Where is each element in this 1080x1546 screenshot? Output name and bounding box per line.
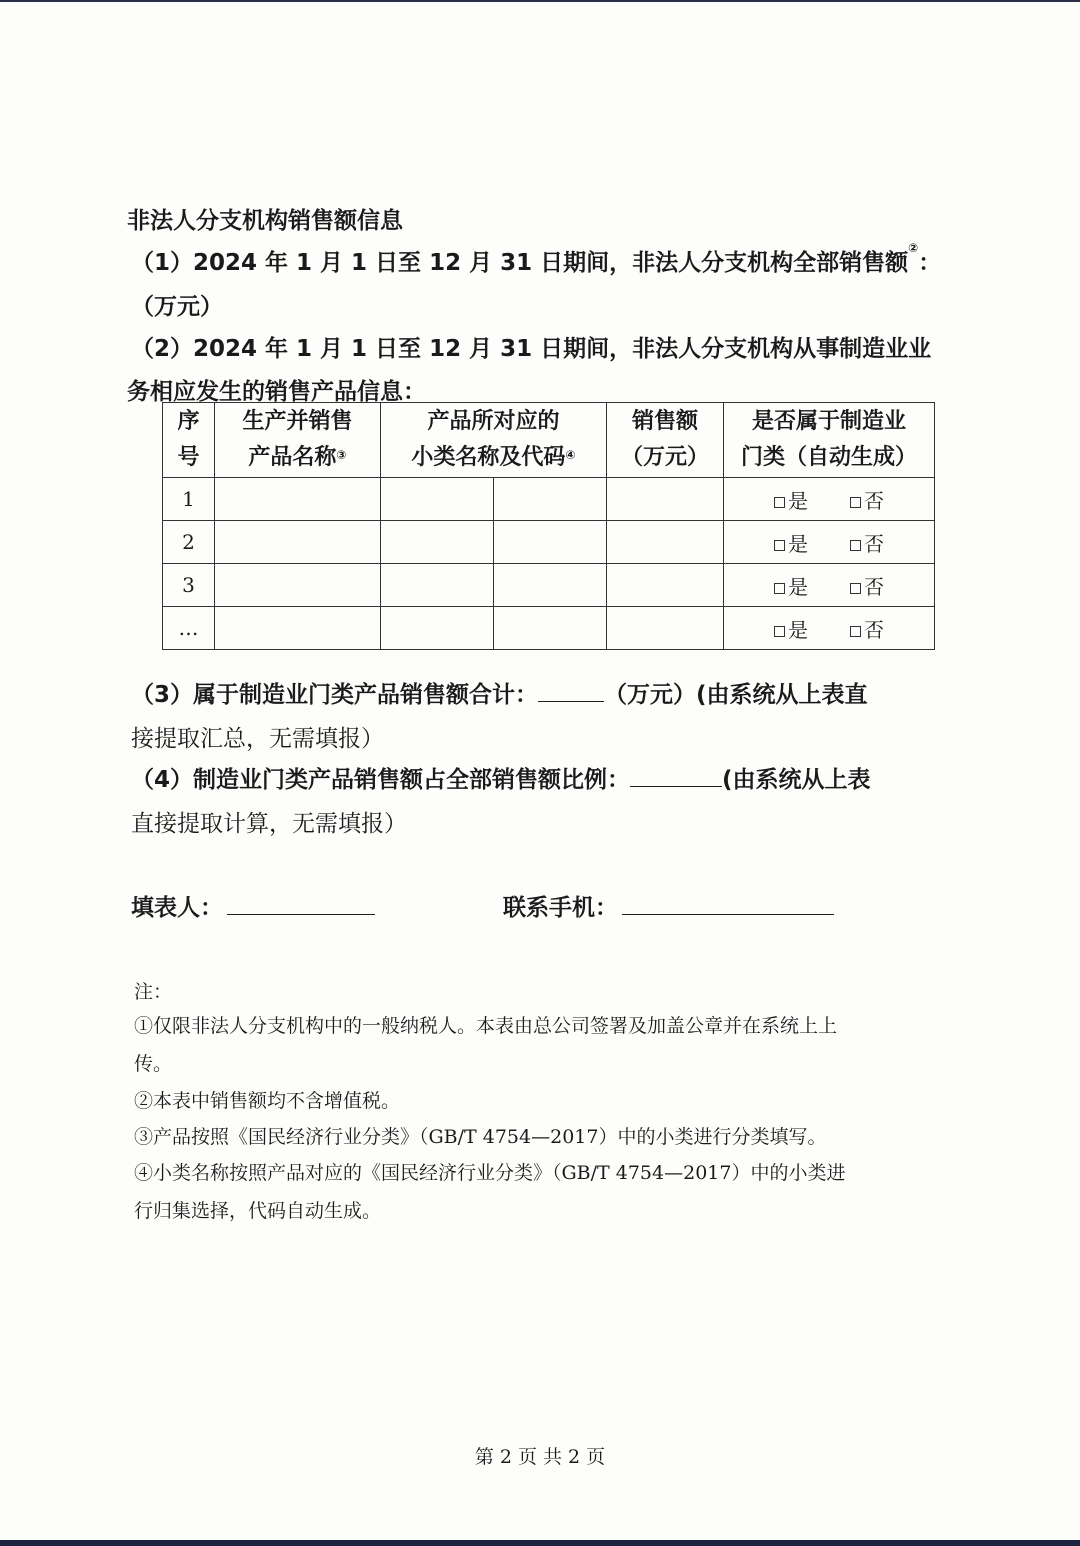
- no-option[interactable]: 否: [850, 571, 884, 600]
- item1-line: [131, 241, 942, 277]
- scan-edge-bottom: [0, 1540, 1080, 1546]
- sales-amount-cell[interactable]: [607, 521, 724, 564]
- product-name-cell[interactable]: [215, 478, 381, 521]
- checkbox-icon[interactable]: [774, 626, 785, 637]
- note-1-line2: 传。: [134, 1053, 173, 1075]
- table-row: [163, 564, 935, 607]
- yes-option[interactable]: 是: [774, 528, 808, 557]
- item4-ratio-blank: [630, 768, 722, 787]
- product-name-cell[interactable]: [215, 607, 381, 650]
- manufacturing-choice-cell: [724, 478, 935, 521]
- sales-product-table: [162, 402, 935, 650]
- row-seq: 3: [163, 564, 215, 607]
- yes-option[interactable]: 是: [774, 485, 808, 514]
- category-code-cell[interactable]: [494, 564, 607, 607]
- category-name-cell[interactable]: [381, 564, 494, 607]
- item1-unit: （万元）: [131, 294, 223, 320]
- product-name-cell[interactable]: [215, 564, 381, 607]
- category-name-cell[interactable]: [381, 521, 494, 564]
- row-seq: 2: [163, 521, 215, 564]
- sales-amount-cell[interactable]: [607, 564, 724, 607]
- category-name-cell[interactable]: [381, 478, 494, 521]
- notes-title: 注：: [134, 981, 173, 1003]
- page-number: 第 2 页 共 2 页: [474, 1446, 606, 1468]
- category-name-cell[interactable]: [381, 607, 494, 650]
- item4-prefix: （4）制造业门类产品销售额占全部销售额比例：: [131, 767, 631, 793]
- checkbox-icon[interactable]: [774, 497, 785, 508]
- note-2: ②本表中销售额均不含增值税。: [134, 1090, 401, 1112]
- checkbox-icon[interactable]: [850, 540, 861, 551]
- manufacturing-choice-cell: [724, 521, 935, 564]
- phone-label: 联系手机：: [503, 895, 618, 921]
- row-seq: …: [163, 607, 215, 650]
- header-is-manufacturing: 是否属于制造业 门类（自动生成）: [724, 403, 935, 478]
- item2-line1: （2）2024 年 1 月 1 日至 12 月 31 日期间，非法人分支机构从事制造业业: [131, 336, 932, 362]
- note-mark-2: ②: [908, 241, 919, 255]
- note-3: ③产品按照《国民经济行业分类》（GB/T 4754—2017）中的小类进行分类填写。: [134, 1126, 827, 1148]
- phone-field: [503, 889, 834, 922]
- item1-colon: ：: [918, 250, 942, 276]
- header-category: 产品所对应的 小类名称及代码④: [381, 403, 607, 478]
- filler-input-line[interactable]: [227, 896, 375, 915]
- table-row: [163, 478, 935, 521]
- note-mark-4: ④: [565, 448, 576, 462]
- filler-label: 填表人：: [131, 895, 223, 921]
- checkbox-icon[interactable]: [774, 583, 785, 594]
- item3-suffix: （万元）(由系统从上表直: [604, 682, 868, 708]
- note-4-line2: 行归集选择，代码自动生成。: [134, 1200, 382, 1222]
- header-seq: 序 号: [163, 403, 215, 478]
- category-code-cell[interactable]: [494, 521, 607, 564]
- row-seq: 1: [163, 478, 215, 521]
- category-code-cell[interactable]: [494, 478, 607, 521]
- header-sales: 销售额 （万元）: [607, 403, 724, 478]
- item3-line2: 接提取汇总，无需填报）: [131, 726, 384, 752]
- item4-line1: [131, 761, 871, 794]
- manufacturing-choice-cell: [724, 564, 935, 607]
- header-product-name: 生产并销售 产品名称③: [215, 403, 381, 478]
- manufacturing-choice-cell: [724, 607, 935, 650]
- note-1-line1: ①仅限非法人分支机构中的一般纳税人。本表由总公司签署及加盖公章并在系统上上: [134, 1015, 838, 1037]
- product-name-cell[interactable]: [215, 521, 381, 564]
- checkbox-icon[interactable]: [850, 497, 861, 508]
- sales-amount-cell[interactable]: [607, 607, 724, 650]
- yes-option[interactable]: 是: [774, 614, 808, 643]
- item1-text: （1）2024 年 1 月 1 日至 12 月 31 日期间，非法人分支机构全部销售额: [131, 250, 909, 276]
- item2-line2: 务相应发生的销售产品信息：: [127, 379, 426, 405]
- note-4-line1: ④小类名称按照产品对应的《国民经济行业分类》（GB/T 4754—2017）中的小类进: [134, 1162, 846, 1184]
- no-option[interactable]: 否: [850, 528, 884, 557]
- sales-amount-cell[interactable]: [607, 478, 724, 521]
- item3-line1: [131, 676, 868, 709]
- no-option[interactable]: 否: [850, 485, 884, 514]
- item3-total-blank: [538, 683, 604, 702]
- item4-line2: 直接提取计算，无需填报）: [131, 811, 407, 837]
- table-row: [163, 607, 935, 650]
- checkbox-icon[interactable]: [850, 583, 861, 594]
- table-row: [163, 521, 935, 564]
- table-header-row: [163, 403, 935, 478]
- item3-prefix: （3）属于制造业门类产品销售额合计：: [131, 682, 539, 708]
- phone-input-line[interactable]: [622, 896, 834, 915]
- checkbox-icon[interactable]: [774, 540, 785, 551]
- filler-field: [131, 889, 375, 922]
- item4-suffix: (由系统从上表: [722, 767, 871, 793]
- yes-option[interactable]: 是: [774, 571, 808, 600]
- no-option[interactable]: 否: [850, 614, 884, 643]
- note-mark-3: ③: [336, 448, 347, 462]
- section-title: 非法人分支机构销售额信息: [127, 208, 403, 234]
- checkbox-icon[interactable]: [850, 626, 861, 637]
- category-code-cell[interactable]: [494, 607, 607, 650]
